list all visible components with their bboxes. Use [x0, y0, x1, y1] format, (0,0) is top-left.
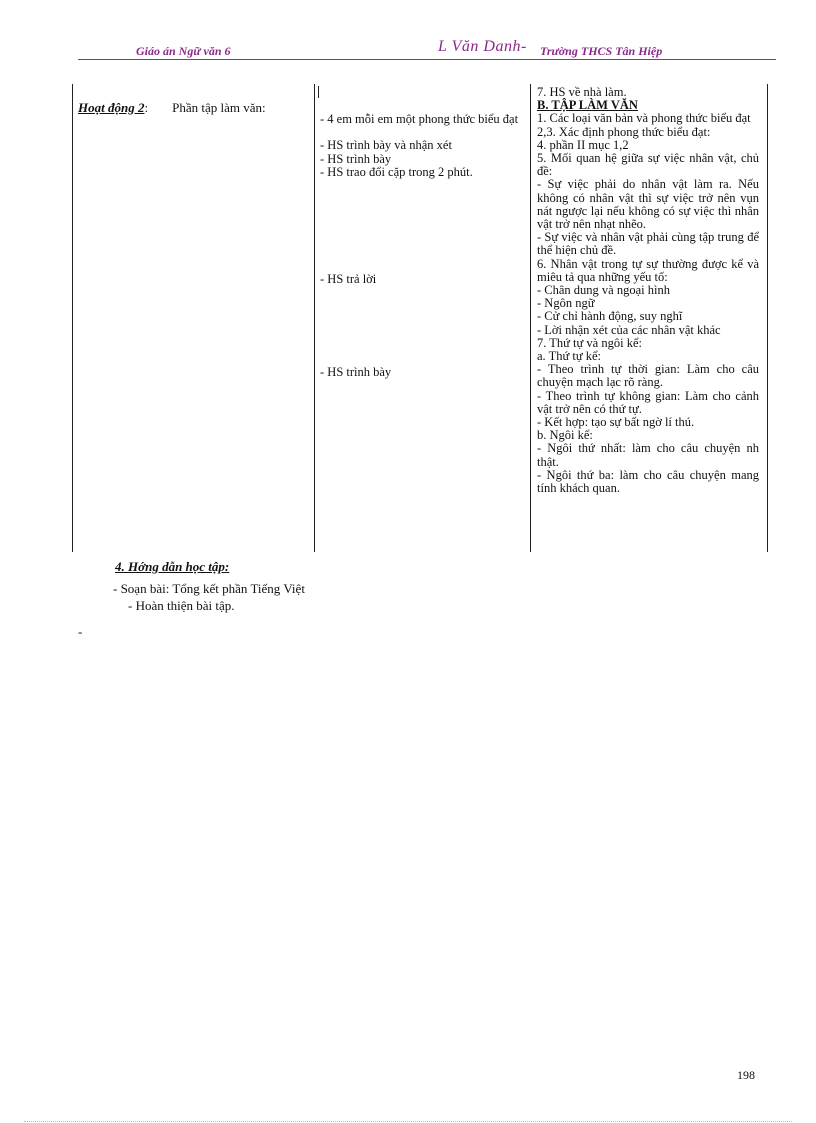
student-item: - HS trình bày — [320, 365, 392, 379]
content-line: 6. Nhân vật trong tự sự thường được kể và miêu tả qua những yếu tố: — [537, 256, 759, 284]
table-border-right — [767, 84, 768, 552]
content-line: - Sự việc phải do nhân vật làm ra. Nếu không có nhân vật thì sự việc trở nên vụn nát ngược lại nếu không có sự việc thì nhân vật trở nên nhạt nhẽo. — [537, 177, 759, 232]
header-rule — [78, 59, 776, 60]
activity-label: Hoạt động 2 — [78, 100, 145, 115]
content-line: - Ngôi thứ nhất: làm cho câu chuyện nh thật. — [537, 441, 759, 469]
content-column — [537, 86, 759, 495]
content-line: 2,3. Xác định phong thức biểu đạt: — [537, 124, 711, 139]
student-item: - HS trình bày và nhận xét — [320, 138, 452, 152]
activity-title: Phần tập làm văn: — [172, 100, 266, 115]
table-border-left — [72, 84, 73, 552]
student-item: - 4 em mỗi em một phong thức biểu đạt — [320, 112, 519, 126]
content-line: - Sự việc và nhân vật phải cùng tập trung để thể hiện chủ đề. — [537, 230, 759, 258]
student-item: - HS trình bày — [320, 152, 392, 166]
header-teacher: L Văn Danh- — [438, 38, 527, 55]
content-line: - Ngôn ngữ — [537, 296, 595, 311]
content-line: b. Ngôi kể: — [537, 428, 593, 443]
table-divider-2 — [530, 84, 531, 552]
footer-rule — [24, 1121, 792, 1122]
content-line: 4. phần II mục 1,2 — [537, 137, 629, 152]
table-divider-1 — [314, 84, 315, 552]
student-item: - HS trả lời — [320, 272, 377, 286]
guide-item: - Soạn bài: Tổng kết phần Tiếng Việt — [113, 581, 305, 596]
content-line: - Chân dung và ngoại hình — [537, 283, 670, 298]
header-subject: Giáo án Ngữ văn 6 — [136, 44, 231, 58]
header-school: Trường THCS Tân Hiệp — [540, 44, 663, 58]
content-line: - Ngôi thứ ba: làm cho câu chuyện mang tính khách quan. — [537, 467, 759, 496]
activity-heading — [78, 100, 266, 116]
content-line: a. Thứ tự kể: — [537, 349, 602, 364]
stray-dash: - — [78, 624, 83, 639]
content-line: 7. HS về nhà làm. — [537, 85, 627, 99]
content-line: - Theo trình tự thời gian: Làm cho câu chuyện mạch lạc rõ ràng. — [537, 362, 759, 390]
page-number: 198 — [737, 1068, 755, 1082]
cell-mark — [318, 86, 319, 98]
activity-colon: : — [144, 100, 149, 115]
content-line: - Kết hợp: tạo sự bất ngờ lí thú. — [537, 415, 695, 430]
content-line: 5. Mối quan hệ giữa sự việc nhân vật, chủ đề: — [537, 151, 759, 179]
section-heading: B. TẬP LÀM VĂN — [537, 98, 638, 113]
content-line: - Lời nhận xét của các nhân vật khác — [537, 322, 721, 337]
guide-heading — [115, 559, 229, 575]
student-item: - HS trao đổi cặp trong 2 phút. — [320, 165, 473, 179]
content-line: 7. Thứ tự và ngôi kể: — [537, 335, 642, 350]
guide-title: 4. Hớng dẫn học tập — [115, 559, 225, 574]
content-line: - Theo trình tự không gian: Làm cho cảnh vật trở nên có thứ tự. — [537, 388, 759, 416]
content-line: - Cử chỉ hành động, suy nghĩ — [537, 309, 683, 324]
guide-item: - Hoàn thiện bài tập. — [128, 598, 235, 613]
guide-colon: : — [224, 559, 230, 574]
content-line: 1. Các loại văn bản và phong thức biểu đạt — [537, 111, 751, 126]
